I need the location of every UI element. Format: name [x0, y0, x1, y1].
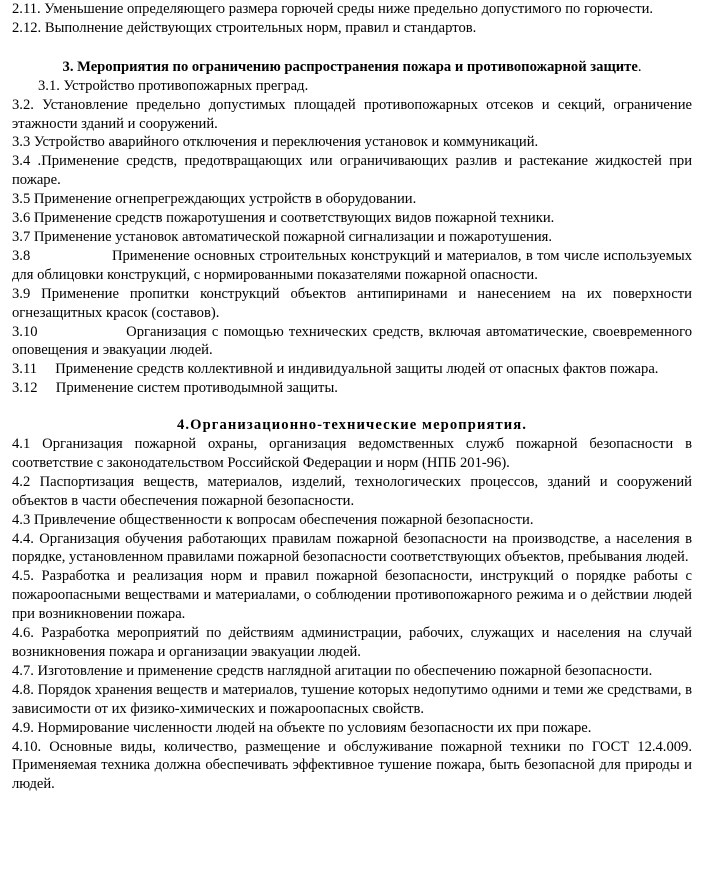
paragraph-4-2: 4.2 Паспортизация веществ, материалов, изделий, технологических процессов, зданий и сооружений объектов в части обеспечения пожарной безопасности. — [12, 473, 692, 509]
section-3-heading-text: 3. Мероприятия по ограничению распространения пожара и противопожарной защите — [62, 58, 638, 75]
paragraph-3-8: 3.8 Применение основных строительных конструкций и материалов, в том числе используемых для облицовки конструкций, с нормированными показателями пожарной опасности. — [12, 247, 696, 283]
paragraph-3-5: 3.5 Применение огнепрегреждающих устройств в оборудовании. — [12, 191, 417, 208]
paragraph-4-10: 4.10. Основные виды, количество, размещение и обслуживание пожарной техники по ГОСТ 12.4.009. Применяемая техника должна обеспечивать эффективное тушение пожара, быть безопасной для природы и людей. — [12, 738, 692, 793]
paragraph-3-10: 3.10 Организация с помощью технических средств, включая автоматические, своевременного оповещения и эвакуации людей. — [12, 323, 696, 359]
paragraph-4-3: 4.3 Привлечение общественности к вопросам обеспечения пожарной безопасности. — [12, 511, 534, 528]
paragraph-3-2: 3.2. Установление предельно допустимых площадей противопожарных отсеков и секций, ограничение этажности зданий и сооружений. — [12, 96, 692, 132]
spacer — [12, 398, 692, 416]
paragraph-4-6: 4.6. Разработка мероприятий по действиям администрации, рабочих, служащих и населения на случай возникновения пожара и организации эвакуации людей. — [12, 625, 692, 660]
paragraph-2-11: 2.11. Уменьшение определяющего размера горючей среды ниже предельно допустимого по горючести. — [12, 1, 654, 17]
section-4-heading: 4.Организационно-технические мероприятия. — [176, 417, 528, 434]
paragraph-3-6: 3.6 Применение средств пожаротушения и соответствующих видов пожарной техники. — [12, 210, 555, 227]
paragraph-3-12: 3.12 Применение систем противодымной защиты. — [12, 380, 338, 397]
paragraph-3-4: 3.4 .Применение средств, предотвращающих или ограничивающих разлив и растекание жидкостей при пожаре. — [12, 153, 692, 189]
document-page — [12, 0, 696, 794]
section-3-heading-dot: . — [637, 58, 642, 75]
paragraph-4-8: 4.8. Порядок хранения веществ и материалов, тушение которых недопутимо одними и теми же средствами, в зависимости от их физико-химических и пожароопасных свойств. — [12, 681, 692, 717]
paragraph-4-7: 4.7. Изготовление и применение средств наглядной агитации по обеспечению пожарной безопасности. — [12, 662, 653, 679]
paragraph-4-9: 4.9. Нормирование численности людей на объекте по условиям безопасности их при пожаре. — [12, 719, 592, 736]
section-3-heading — [12, 58, 692, 77]
paragraph-3-11: 3.11 Применение средств коллективной и индивидуальной защиты людей от опасных фактов пожара. — [12, 361, 659, 378]
paragraph-4-5: 4.5. Разработка и реализация норм и правил пожарной безопасности, инструкций о порядке работы с пожароопасными веществами и материалами, о соблюдении противопожарного режима и о действии людей при возникновении пожара. — [12, 568, 692, 623]
paragraph-4-4: 4.4. Организация обучения работающих правилам пожарной безопасности на производстве, а населения в порядке, установленном правилами пожарной безопасности соответствующих объектов, пребывания людей. — [12, 530, 692, 566]
spacer — [12, 38, 692, 58]
paragraph-3-3: 3.3 Устройство аварийного отключения и переключения установок и коммуникаций. — [12, 134, 539, 151]
paragraph-3-1: 3.1. Устройство противопожарных преград. — [38, 77, 309, 94]
paragraph-3-9: 3.9 Применение пропитки конструкций объектов антипиринами и нанесением на их поверхности огнезащитных красок (составов). — [12, 285, 692, 321]
paragraph-4-1: 4.1 Организация пожарной охраны, организация ведомственных служб пожарной безопасности в соответствие с законодательством Российской Федерации и норм (НПБ 201-96). — [12, 436, 692, 471]
paragraph-3-7: 3.7 Применение установок автоматической пожарной сигнализации и пожаротушения. — [12, 228, 553, 245]
paragraph-2-12: 2.12. Выполнение действующих строительных норм, правил и стандартов. — [12, 19, 477, 36]
